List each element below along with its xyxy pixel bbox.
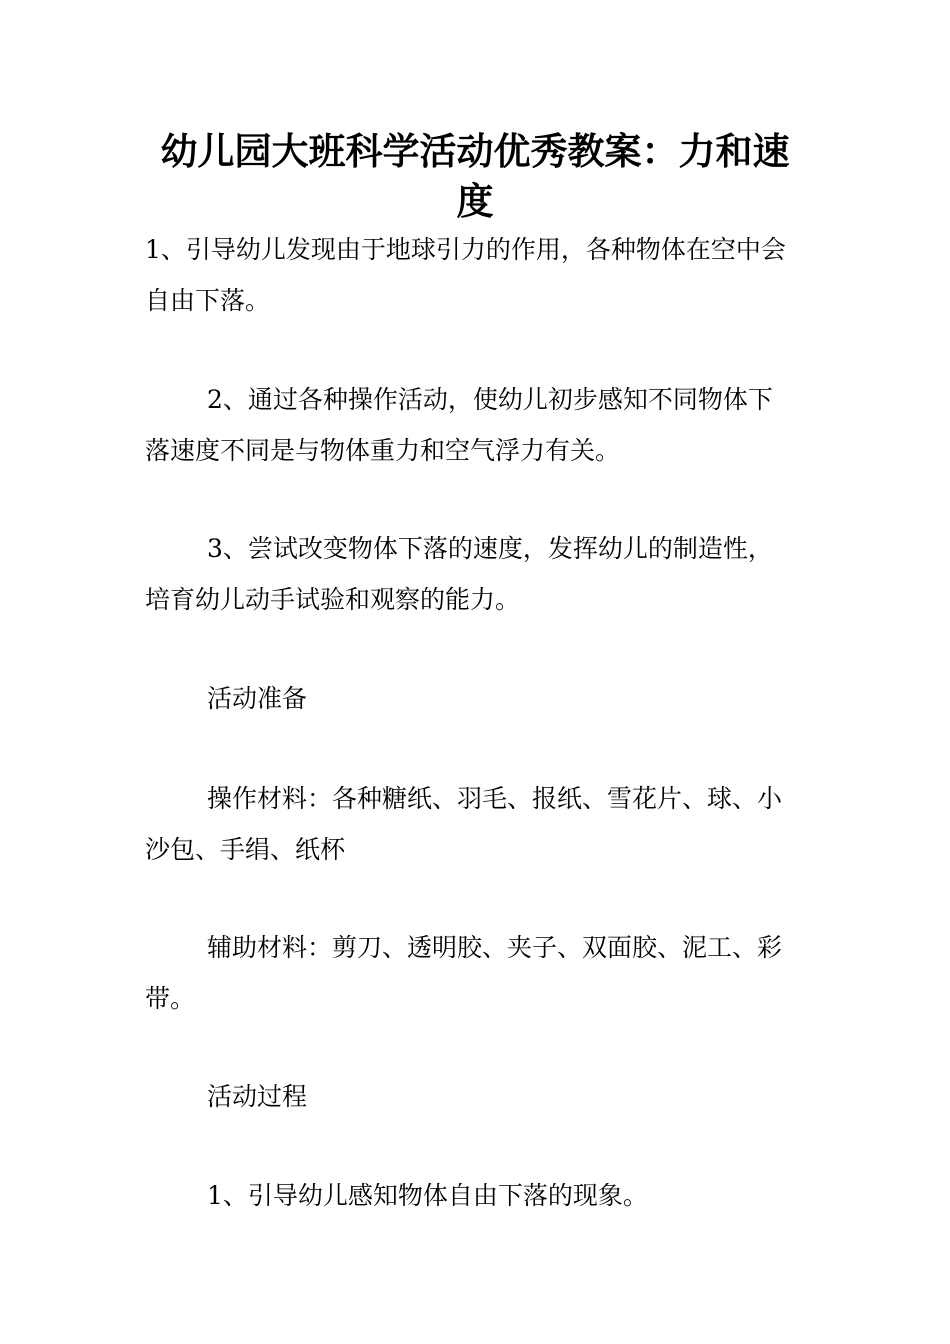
paragraph-line: 落速度不同是与物体重力和空气浮力有关。 [145,436,621,465]
paragraph-line: 活动过程 [207,1082,308,1111]
goal-paragraph-3 [145,523,810,625]
title-line-1: 幼儿园大班科学活动优秀教案：力和速 [160,130,790,173]
paragraph-line: 辅助材料：剪刀、透明胶、夹子、双面胶、泥工、彩 [207,933,783,962]
paragraph-line: 2、通过各种操作活动，使幼儿初步感知不同物体下 [207,385,773,414]
paragraph-line: 操作材料：各种糖纸、羽毛、报纸、雪花片、球、小 [207,784,783,813]
goal-paragraph-2 [145,374,810,476]
paragraph-line: 沙包、手绢、纸杯 [145,835,346,864]
process-step-1 [145,1170,810,1221]
auxiliary-materials-paragraph [145,922,810,1024]
operation-materials-paragraph [145,773,810,875]
paragraph-line: 带。 [145,984,196,1013]
paragraph-line: 自由下落。 [145,286,271,315]
document-title [140,127,810,227]
goal-paragraph-1 [145,224,810,326]
section-heading-process [145,1071,810,1122]
section-heading-preparation [145,673,810,724]
paragraph-line: 3、尝试改变物体下落的速度，发挥幼儿的制造性， [207,534,773,563]
paragraph-line: 1、引导幼儿发现由于地球引力的作用，各种物体在空中会 [145,235,786,264]
paragraph-line: 活动准备 [207,684,308,713]
paragraph-line: 1、引导幼儿感知物体自由下落的现象。 [207,1181,648,1210]
title-line-2: 度 [456,180,494,223]
paragraph-line: 培育幼儿动手试验和观察的能力。 [145,585,521,614]
